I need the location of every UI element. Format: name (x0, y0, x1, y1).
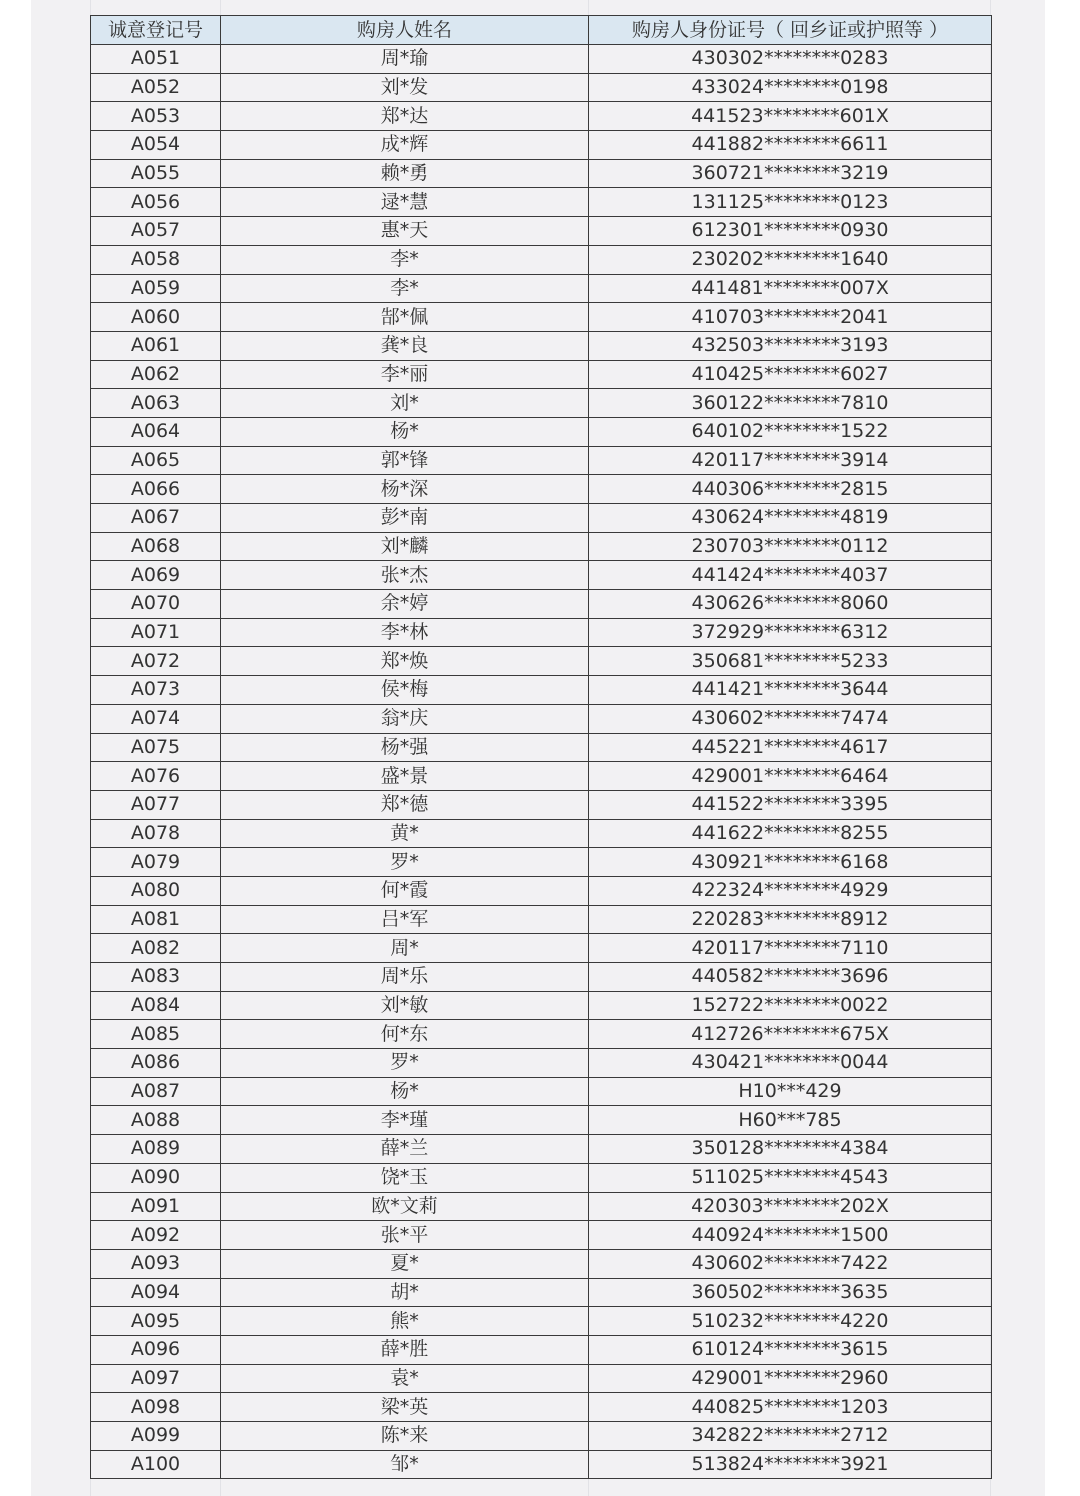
table-row (91, 1393, 992, 1422)
cell-registration-number[interactable]: A056 (91, 188, 221, 217)
cell-buyer-name[interactable]: 盛*景 (221, 762, 589, 791)
cell-buyer-name[interactable]: 杨* (221, 1077, 589, 1106)
table-row (91, 1077, 992, 1106)
header-buyer-id: 购房人身份证号（ 回乡证或护照等 ） (589, 16, 992, 45)
table-row (91, 590, 992, 619)
cell-buyer-name[interactable]: 郑*焕 (221, 647, 589, 676)
cell-registration-number[interactable]: A081 (91, 905, 221, 934)
cell-registration-number[interactable]: A066 (91, 475, 221, 504)
cell-buyer-id[interactable]: 360721********3219 (589, 159, 992, 188)
cell-registration-number[interactable]: A077 (91, 790, 221, 819)
cell-registration-number[interactable]: A089 (91, 1135, 221, 1164)
table-row (91, 102, 992, 131)
cell-buyer-name[interactable]: 欧*文莉 (221, 1192, 589, 1221)
cell-buyer-name[interactable]: 杨* (221, 417, 589, 446)
cell-buyer-name[interactable]: 梁*英 (221, 1393, 589, 1422)
cell-buyer-name[interactable]: 余*婷 (221, 590, 589, 619)
cell-buyer-id[interactable]: 410703********2041 (589, 303, 992, 332)
cell-buyer-id[interactable]: 220283********8912 (589, 905, 992, 934)
cell-registration-number[interactable]: A079 (91, 848, 221, 877)
cell-buyer-id[interactable]: H60***785 (589, 1106, 992, 1135)
cell-registration-number[interactable]: A087 (91, 1077, 221, 1106)
table-row (91, 131, 992, 160)
table-row (91, 676, 992, 705)
table-row (91, 245, 992, 274)
table-row (91, 331, 992, 360)
header-buyer-name: 购房人姓名 (221, 16, 589, 45)
cell-registration-number[interactable]: A067 (91, 504, 221, 533)
cell-buyer-id[interactable]: 131125********0123 (589, 188, 992, 217)
cell-buyer-name[interactable]: 邹* (221, 1450, 589, 1479)
cell-buyer-id[interactable]: 433024********0198 (589, 73, 992, 102)
cell-registration-number[interactable]: A091 (91, 1192, 221, 1221)
cell-buyer-name[interactable]: 李* (221, 245, 589, 274)
table-row (91, 1307, 992, 1336)
cell-registration-number[interactable]: A072 (91, 647, 221, 676)
cell-registration-number[interactable]: A064 (91, 417, 221, 446)
cell-buyer-name[interactable]: 袁* (221, 1364, 589, 1393)
table-row (91, 1249, 992, 1278)
table-row (91, 1192, 992, 1221)
cell-buyer-id[interactable]: 430602********7474 (589, 704, 992, 733)
cell-registration-number[interactable]: A051 (91, 45, 221, 74)
cell-buyer-id[interactable]: 430302********0283 (589, 45, 992, 74)
cell-buyer-id[interactable]: 230202********1640 (589, 245, 992, 274)
table-row (91, 1450, 992, 1479)
cell-buyer-name[interactable]: 李*林 (221, 618, 589, 647)
cell-registration-number[interactable]: A065 (91, 446, 221, 475)
cell-registration-number[interactable]: A054 (91, 131, 221, 160)
cell-buyer-name[interactable]: 薛*兰 (221, 1135, 589, 1164)
cell-buyer-id[interactable]: 372929********6312 (589, 618, 992, 647)
cell-buyer-name[interactable]: 赖*勇 (221, 159, 589, 188)
cell-buyer-name[interactable]: 薛*胜 (221, 1335, 589, 1364)
table-row (91, 963, 992, 992)
cell-buyer-name[interactable]: 陈*来 (221, 1422, 589, 1451)
table-row (91, 417, 992, 446)
table-row (91, 1278, 992, 1307)
cell-buyer-name[interactable]: 李*瑾 (221, 1106, 589, 1135)
cell-buyer-id[interactable]: 412726********675X (589, 1020, 992, 1049)
table-row (91, 733, 992, 762)
cell-registration-number[interactable]: A062 (91, 360, 221, 389)
cell-registration-number[interactable]: A058 (91, 245, 221, 274)
cell-buyer-name[interactable]: 翁*庆 (221, 704, 589, 733)
table-row (91, 532, 992, 561)
cell-registration-number[interactable]: A075 (91, 733, 221, 762)
table-row (91, 1335, 992, 1364)
table-row (91, 446, 992, 475)
table-row (91, 1049, 992, 1078)
cell-registration-number[interactable]: A082 (91, 934, 221, 963)
cell-registration-number[interactable]: A083 (91, 963, 221, 992)
header-registration-number: 诚意登记号 (91, 16, 221, 45)
table-row (91, 905, 992, 934)
cell-buyer-name[interactable]: 李* (221, 274, 589, 303)
cell-buyer-id[interactable]: 610124********3615 (589, 1335, 992, 1364)
cell-registration-number[interactable]: A076 (91, 762, 221, 791)
table-row (91, 991, 992, 1020)
cell-buyer-id[interactable]: 152722********0022 (589, 991, 992, 1020)
cell-registration-number[interactable]: A094 (91, 1278, 221, 1307)
cell-registration-number[interactable]: A084 (91, 991, 221, 1020)
cell-registration-number[interactable]: A070 (91, 590, 221, 619)
cell-buyer-id[interactable]: 510232********4220 (589, 1307, 992, 1336)
table-row (91, 475, 992, 504)
cell-buyer-id[interactable]: 350128********4384 (589, 1135, 992, 1164)
table-row (91, 819, 992, 848)
cell-buyer-id[interactable]: 440825********1203 (589, 1393, 992, 1422)
cell-buyer-name[interactable]: 龚*良 (221, 331, 589, 360)
cell-registration-number[interactable]: A096 (91, 1335, 221, 1364)
cell-buyer-name[interactable]: 郜*佩 (221, 303, 589, 332)
cell-buyer-id[interactable]: 445221********4617 (589, 733, 992, 762)
table-row (91, 159, 992, 188)
cell-registration-number[interactable]: A068 (91, 532, 221, 561)
cell-buyer-id[interactable]: 440924********1500 (589, 1221, 992, 1250)
cell-registration-number[interactable]: A059 (91, 274, 221, 303)
cell-buyer-name[interactable]: 何*东 (221, 1020, 589, 1049)
cell-buyer-id[interactable]: 440582********3696 (589, 963, 992, 992)
cell-buyer-name[interactable]: 成*辉 (221, 131, 589, 160)
table-row (91, 1422, 992, 1451)
cell-buyer-id[interactable]: 441522********3395 (589, 790, 992, 819)
cell-registration-number[interactable]: A052 (91, 73, 221, 102)
table-row (91, 274, 992, 303)
table-row (91, 934, 992, 963)
table-row (91, 561, 992, 590)
cell-buyer-name[interactable]: 饶*玉 (221, 1163, 589, 1192)
cell-buyer-name[interactable]: 何*霞 (221, 876, 589, 905)
table-row (91, 303, 992, 332)
cell-buyer-id[interactable]: 429001********6464 (589, 762, 992, 791)
table-row (91, 1020, 992, 1049)
cell-buyer-name[interactable]: 黄* (221, 819, 589, 848)
table-row (91, 704, 992, 733)
cell-buyer-id[interactable]: 430421********0044 (589, 1049, 992, 1078)
table-row (91, 1163, 992, 1192)
cell-buyer-name[interactable]: 刘*敏 (221, 991, 589, 1020)
cell-registration-number[interactable]: A078 (91, 819, 221, 848)
cell-registration-number[interactable]: A095 (91, 1307, 221, 1336)
cell-registration-number[interactable]: A097 (91, 1364, 221, 1393)
cell-registration-number[interactable]: A060 (91, 303, 221, 332)
cell-registration-number[interactable]: A098 (91, 1393, 221, 1422)
table-row (91, 389, 992, 418)
cell-registration-number[interactable]: A099 (91, 1422, 221, 1451)
cell-buyer-id[interactable]: 441424********4037 (589, 561, 992, 590)
cell-buyer-id[interactable]: 513824********3921 (589, 1450, 992, 1479)
cell-registration-number[interactable]: A063 (91, 389, 221, 418)
cell-buyer-id[interactable]: 429001********2960 (589, 1364, 992, 1393)
cell-buyer-name[interactable]: 杨*深 (221, 475, 589, 504)
cell-buyer-name[interactable]: 张*杰 (221, 561, 589, 590)
cell-registration-number[interactable]: A093 (91, 1249, 221, 1278)
cell-buyer-name[interactable]: 周*瑜 (221, 45, 589, 74)
cell-buyer-id[interactable]: 410425********6027 (589, 360, 992, 389)
table-row (91, 848, 992, 877)
cell-buyer-id[interactable]: 420303********202X (589, 1192, 992, 1221)
table-row (91, 188, 992, 217)
table-row (91, 73, 992, 102)
cell-buyer-id[interactable]: 422324********4929 (589, 876, 992, 905)
cell-registration-number[interactable]: A057 (91, 217, 221, 246)
cell-buyer-name[interactable]: 郑*德 (221, 790, 589, 819)
cell-buyer-id[interactable]: 441622********8255 (589, 819, 992, 848)
cell-buyer-name[interactable]: 夏* (221, 1249, 589, 1278)
cell-buyer-id[interactable]: 350681********5233 (589, 647, 992, 676)
cell-buyer-id[interactable]: 441523********601X (589, 102, 992, 131)
table-row (91, 1106, 992, 1135)
cell-registration-number[interactable]: A100 (91, 1450, 221, 1479)
table-body (91, 45, 992, 1479)
cell-buyer-name[interactable]: 罗* (221, 848, 589, 877)
table-row (91, 217, 992, 246)
table-row (91, 360, 992, 389)
cell-buyer-name[interactable]: 胡* (221, 1278, 589, 1307)
cell-buyer-name[interactable]: 刘* (221, 389, 589, 418)
table-row (91, 647, 992, 676)
cell-buyer-id[interactable]: 430624********4819 (589, 504, 992, 533)
cell-buyer-name[interactable]: 彭*南 (221, 504, 589, 533)
cell-buyer-id[interactable]: 612301********0930 (589, 217, 992, 246)
cell-buyer-id[interactable]: 230703********0112 (589, 532, 992, 561)
cell-buyer-name[interactable]: 郑*达 (221, 102, 589, 131)
cell-registration-number[interactable]: A069 (91, 561, 221, 590)
table-row (91, 762, 992, 791)
cell-buyer-id[interactable]: 441481********007X (589, 274, 992, 303)
cell-buyer-name[interactable]: 周* (221, 934, 589, 963)
cell-registration-number[interactable]: A073 (91, 676, 221, 705)
cell-buyer-id[interactable]: 511025********4543 (589, 1163, 992, 1192)
table-row (91, 790, 992, 819)
cell-registration-number[interactable]: A090 (91, 1163, 221, 1192)
cell-buyer-name[interactable]: 熊* (221, 1307, 589, 1336)
table-row (91, 876, 992, 905)
cell-buyer-id[interactable]: 441421********3644 (589, 676, 992, 705)
table-row (91, 618, 992, 647)
cell-buyer-id[interactable]: 430602********7422 (589, 1249, 992, 1278)
cell-buyer-name[interactable]: 刘*发 (221, 73, 589, 102)
cell-buyer-name[interactable]: 罗* (221, 1049, 589, 1078)
cell-buyer-name[interactable]: 郭*锋 (221, 446, 589, 475)
cell-registration-number[interactable]: A086 (91, 1049, 221, 1078)
header-row (91, 16, 992, 45)
cell-buyer-id[interactable]: 360122********7810 (589, 389, 992, 418)
cell-registration-number[interactable]: A085 (91, 1020, 221, 1049)
registration-table (90, 15, 992, 1479)
cell-registration-number[interactable]: A053 (91, 102, 221, 131)
cell-buyer-name[interactable]: 惠*天 (221, 217, 589, 246)
cell-buyer-id[interactable]: 420117********3914 (589, 446, 992, 475)
cell-buyer-id[interactable]: 432503********3193 (589, 331, 992, 360)
cell-buyer-id[interactable]: H10***429 (589, 1077, 992, 1106)
cell-buyer-id[interactable]: 430921********6168 (589, 848, 992, 877)
cell-registration-number[interactable]: A074 (91, 704, 221, 733)
cell-buyer-name[interactable]: 周*乐 (221, 963, 589, 992)
cell-buyer-id[interactable]: 441882********6611 (589, 131, 992, 160)
table-row (91, 1364, 992, 1393)
cell-registration-number[interactable]: A061 (91, 331, 221, 360)
cell-registration-number[interactable]: A088 (91, 1106, 221, 1135)
cell-buyer-id[interactable]: 430626********8060 (589, 590, 992, 619)
cell-registration-number[interactable]: A080 (91, 876, 221, 905)
cell-registration-number[interactable]: A071 (91, 618, 221, 647)
table-row (91, 504, 992, 533)
cell-registration-number[interactable]: A092 (91, 1221, 221, 1250)
cell-buyer-name[interactable]: 张*平 (221, 1221, 589, 1250)
cell-buyer-id[interactable]: 360502********3635 (589, 1278, 992, 1307)
cell-buyer-id[interactable]: 420117********7110 (589, 934, 992, 963)
cell-buyer-name[interactable]: 李*丽 (221, 360, 589, 389)
cell-buyer-name[interactable]: 吕*军 (221, 905, 589, 934)
cell-registration-number[interactable]: A055 (91, 159, 221, 188)
cell-buyer-id[interactable]: 440306********2815 (589, 475, 992, 504)
cell-buyer-name[interactable]: 刘*麟 (221, 532, 589, 561)
table-row (91, 45, 992, 74)
cell-buyer-name[interactable]: 杨*强 (221, 733, 589, 762)
cell-buyer-id[interactable]: 640102********1522 (589, 417, 992, 446)
table-row (91, 1135, 992, 1164)
cell-buyer-name[interactable]: 侯*梅 (221, 676, 589, 705)
cell-buyer-id[interactable]: 342822********2712 (589, 1422, 992, 1451)
cell-buyer-name[interactable]: 逯*慧 (221, 188, 589, 217)
table-row (91, 1221, 992, 1250)
